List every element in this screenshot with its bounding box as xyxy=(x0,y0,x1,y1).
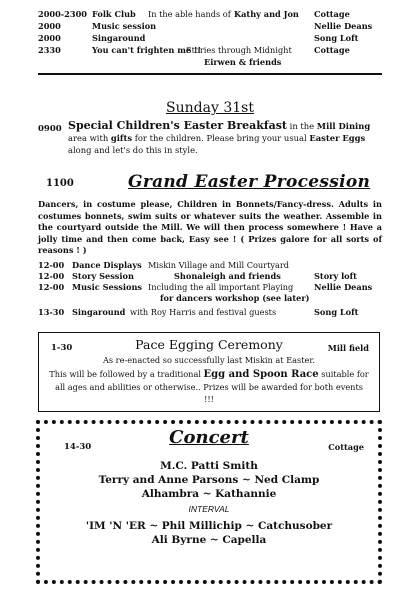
breakfast-gifts: gifts xyxy=(110,133,133,143)
activity-event: Dance Displays xyxy=(72,260,142,270)
procession-description: Dancers, in costume please, Children in Bonnets/Fancy-dress. Adults in costumes bonnets, swim suits or whatever suits the weather. Assemble in the courtyard outside the Mill. We will then process somewhere ! Have a jolly time and then come back, Easy see ! ( Prizes galore for all sorts of reasons ! ) xyxy=(38,199,382,255)
day-heading: Sunday 31st xyxy=(166,100,254,116)
schedule-time: 2000 xyxy=(38,33,61,43)
activity-location: Song Loft xyxy=(314,307,359,317)
schedule-event: Singaround xyxy=(92,33,146,43)
concert-interval: INTERVAL xyxy=(188,504,230,514)
schedule-extra: Eirwen & friends xyxy=(204,57,282,67)
pace-egging-line1: As re-enacted so successfully last Miskin at Easter. xyxy=(102,355,316,365)
activity-location: Story loft xyxy=(314,271,357,281)
procession-time: 1100 xyxy=(46,178,74,189)
schedule-time: 2000-2300 xyxy=(38,9,87,19)
concert-box xyxy=(36,420,382,584)
activity-time: 13-30 xyxy=(38,307,65,317)
activity-row xyxy=(38,260,388,271)
activity-location: Nellie Deans xyxy=(314,282,373,292)
schedule-time: 2330 xyxy=(38,45,61,55)
breakfast-text: for the children. Please bring your usual xyxy=(132,133,310,143)
pace-egging-line2 xyxy=(49,368,369,405)
schedule-location: Cottage xyxy=(314,45,350,55)
concert-line: Ali Byrne ~ Capella xyxy=(151,534,267,546)
evening-schedule xyxy=(38,8,388,68)
activity-detail: with Roy Harris and festival guests xyxy=(130,307,277,317)
activity-event: Music Sessions xyxy=(72,282,143,292)
pace-egging-location: Mill field xyxy=(327,343,369,353)
schedule-event: You can't frighten me !! xyxy=(92,45,202,55)
breakfast-text: along and let's do this in style. xyxy=(68,145,198,155)
breakfast-text: in the xyxy=(287,121,317,131)
pace-egging-box xyxy=(38,332,380,412)
concert-line: Terry and Anne Parsons ~ Ned Clamp xyxy=(98,474,320,486)
activity-time: 12-00 xyxy=(38,260,65,270)
schedule-detail: Stories through Midnight xyxy=(186,45,292,55)
schedule-location: Song Loft xyxy=(314,33,359,43)
activity-time: 12-00 xyxy=(38,282,65,292)
schedule-detail: In the able hands of xyxy=(148,9,231,19)
schedule-row xyxy=(38,56,388,68)
schedule-row xyxy=(38,32,388,44)
concert-line: Alhambra ~ Kathannie xyxy=(141,488,277,500)
schedule-row xyxy=(38,44,388,56)
breakfast-text: area with xyxy=(68,133,111,143)
activity-time: 12-00 xyxy=(38,271,65,281)
schedule-location: Nellie Deans xyxy=(314,21,373,31)
pace-egging-time: 1-30 xyxy=(51,343,73,353)
activity-event: Singaround xyxy=(72,307,126,317)
breakfast-description xyxy=(68,120,384,156)
schedule-time: 2000 xyxy=(38,21,61,31)
activity-detail: for dancers workshop (see later) xyxy=(160,293,310,303)
pace-egging-text: suitable for all ages and abilities or otherwise.. Prizes will be awarded for both events !!! xyxy=(55,369,369,404)
breakfast-eggs: Easter Eggs xyxy=(309,133,366,143)
schedule-event: Folk Club xyxy=(92,9,136,19)
concert-location: Cottage xyxy=(328,442,364,452)
activity-detail: Shonaleigh and friends xyxy=(174,271,281,281)
schedule-row xyxy=(38,8,388,20)
divider xyxy=(38,73,382,75)
activity-detail: Miskin Village and Mill Courtyard xyxy=(148,260,290,270)
concert-line: M.C. Patti Smith xyxy=(160,460,258,472)
activity-row xyxy=(38,282,388,293)
schedule-event: Music session xyxy=(92,21,157,31)
activity-row xyxy=(38,293,388,304)
schedule-location: Cottage xyxy=(314,9,350,19)
egg-spoon-race: Egg and Spoon Race xyxy=(203,369,319,380)
activity-row xyxy=(38,271,388,282)
procession-title: Grand Easter Procession xyxy=(128,172,371,192)
concert-title: Concert xyxy=(169,427,249,448)
schedule-host: Kathy and Jon xyxy=(234,9,299,19)
breakfast-place: Mill Dining xyxy=(316,121,371,131)
breakfast-time: 0900 xyxy=(38,124,62,134)
activities-list xyxy=(38,260,388,318)
breakfast-title: Special Children's Easter Breakfast xyxy=(68,119,288,132)
activity-detail: Including the all important Playing xyxy=(148,282,294,292)
concert-line: 'IM 'N 'ER ~ Phil Millichip ~ Catchusober xyxy=(85,520,333,532)
pace-egging-text: This will be followed by a traditional xyxy=(49,369,204,379)
pace-egging-title: Pace Egging Ceremony xyxy=(135,337,283,352)
concert-time: 14-30 xyxy=(64,442,92,452)
activity-row xyxy=(38,307,388,318)
schedule-row xyxy=(38,20,388,32)
activity-event: Story Session xyxy=(72,271,134,281)
